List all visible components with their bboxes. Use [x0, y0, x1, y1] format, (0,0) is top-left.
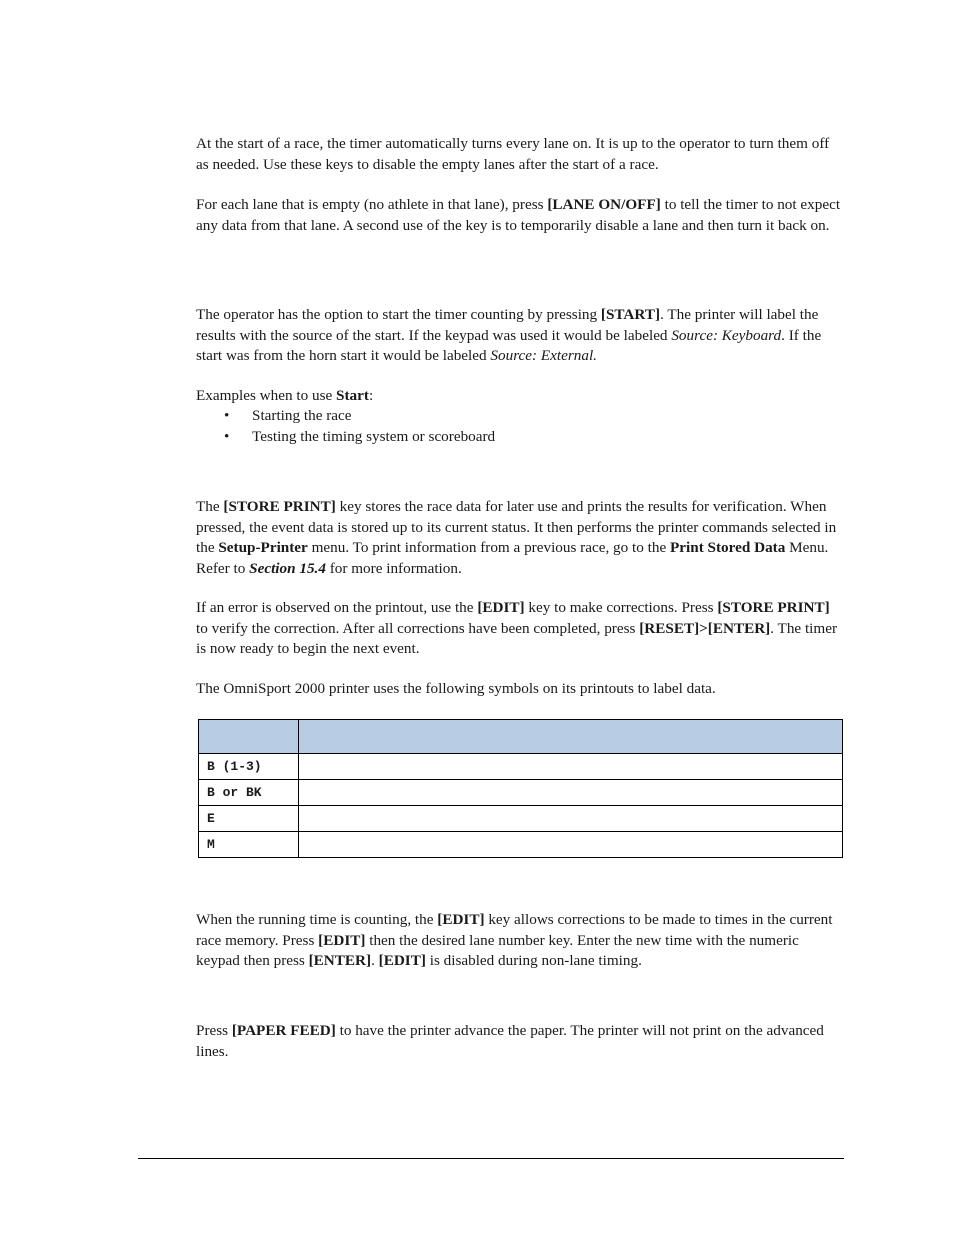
list-item: • Testing the timing system or scoreboard: [224, 427, 496, 445]
table-row: [199, 832, 843, 858]
intro-lane-paragraph: At the start of a race, the timer automatically turns every lane on. It is up to the operator to turn them off as needed. Use these keys to disable the empty lanes after the start of a race.: [196, 135, 830, 173]
symbol-cell: M: [199, 832, 299, 858]
description-cell: [299, 754, 843, 780]
start-examples-intro: Examples when to use Start:: [196, 387, 374, 404]
start-examples-list: [196, 406, 495, 447]
start-paragraph: The operator has the option to start the timer counting by pressing [START]. The printer will label the results with the source of the start. If the keypad was used it would be labeled Source: Keyboard. If the start was from the horn start it would be labeled Source: External.: [196, 306, 822, 365]
table-row: [199, 780, 843, 806]
source-external: Source: External.: [490, 347, 597, 365]
table-row: [199, 754, 843, 780]
printout-symbols-table: [198, 719, 843, 858]
source-keyboard: Source: Keyboard: [671, 326, 782, 344]
store-print-paragraph: The [STORE PRINT] key stores the race data for later use and prints the results for verification. When pressed, the event data is stored up to its current status. It then performs the printer commands selected in the Setup-Printer menu. To print information from a previous race, go to the Print Stored Data Menu. Refer to Section 15.4 for more information.: [196, 498, 837, 577]
edit-paragraph: When the running time is counting, the [EDIT] key allows corrections to be made to times in the current race memory. Press [EDIT] then the desired lane number key. Enter the new time with the numeric keypad then press [ENTER]. [EDIT] is disabled during non-lane timing.: [196, 911, 833, 970]
description-cell: [299, 806, 843, 832]
description-cell: [299, 832, 843, 858]
section-reference: Section 15.4: [249, 559, 326, 577]
paper-feed-paragraph: Press [PAPER FEED] to have the printer advance the paper. The printer will not print on the advanced lines.: [196, 1022, 824, 1060]
lane-on-off-key: [LANE ON/OFF]: [547, 196, 661, 213]
description-cell: [299, 780, 843, 806]
symbols-intro-paragraph: The OmniSport 2000 printer uses the following symbols on its printouts to label data.: [196, 680, 716, 697]
lane-on-off-paragraph: For each lane that is empty (no athlete in that lane), press [LANE ON/OFF] to tell the timer to not expect any data from that lane. A second use of the key is to temporarily disable a lane and then turn it back on.: [196, 196, 841, 234]
start-key: [START]: [600, 306, 661, 323]
symbol-cell: B (1-3): [199, 754, 299, 780]
table-header-cell: [299, 720, 843, 754]
error-correction-paragraph: If an error is observed on the printout, use the [EDIT] key to make corrections. Press [STORE PRINT] to verify the correction. After all corrections have been completed, press [RESET]>[ENTER]. The timer is now ready to begin the next event.: [196, 599, 838, 658]
list-item: • Starting the race: [224, 407, 352, 424]
table-header-row: [199, 720, 843, 754]
symbol-cell: E: [199, 806, 299, 832]
symbol-cell: B or BK: [199, 780, 299, 806]
table-row: [199, 806, 843, 832]
footer-rule: [138, 1158, 844, 1159]
table-header-cell: [199, 720, 299, 754]
